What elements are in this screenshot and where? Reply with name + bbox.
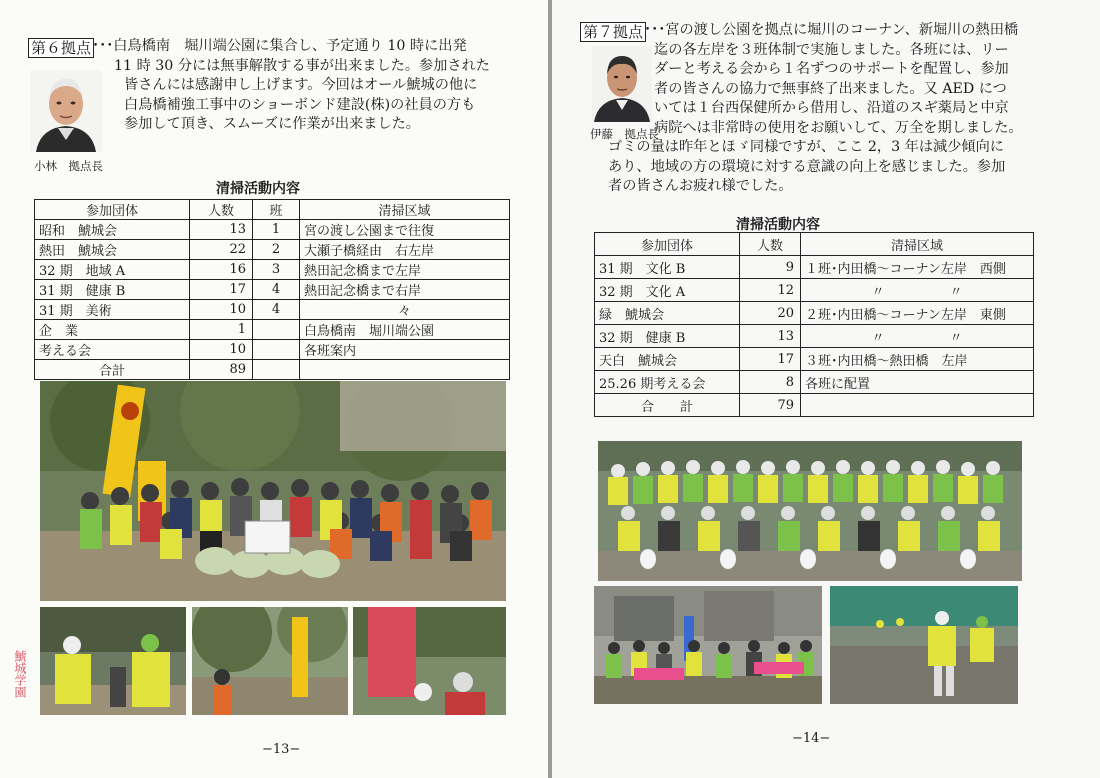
cell-team: 3 xyxy=(253,260,300,280)
photo-right-small-1 xyxy=(594,586,822,704)
col-header-group: 参加団体 xyxy=(595,233,740,256)
cell-area: 〃 〃 xyxy=(801,325,1034,348)
cell-group: 32 期 地域 A xyxy=(35,260,190,280)
left-line-1: ･･･白鳥橋南 堀川端公園に集合し、予定通り 10 時に出発 xyxy=(92,38,467,54)
cell-group: 緑 鯱城会 xyxy=(595,302,740,325)
table-total-row xyxy=(595,394,1034,417)
cell-area: ３班･内田橋～熱田橋 左岸 xyxy=(801,348,1034,371)
cell-count: 22 xyxy=(190,240,253,260)
col-header-team: 班 xyxy=(253,200,300,220)
cell-group: 32 期 文化 A xyxy=(595,279,740,302)
portrait-caption-right: 伊藤 拠点長 xyxy=(590,127,659,141)
cell-total-label: 合 計 xyxy=(595,394,740,417)
portrait-caption-left: 小林 拠点長 xyxy=(34,159,103,173)
cell-group: 昭和 鯱城会 xyxy=(35,220,190,240)
section-header-6: 第６拠点 xyxy=(28,38,94,58)
cell-count: 17 xyxy=(190,280,253,300)
section-header-7: 第７拠点 xyxy=(580,22,646,42)
right-cleanup-table xyxy=(594,232,1034,417)
cell-count: 20 xyxy=(740,302,801,325)
cell-total-label: 合計 xyxy=(35,360,190,380)
cell-team xyxy=(253,340,300,360)
cell-team: 1 xyxy=(253,220,300,240)
col-header-area: 清掃区域 xyxy=(801,233,1034,256)
cell-area: 各班に配置 xyxy=(801,371,1034,394)
cell-team: 4 xyxy=(253,300,300,320)
cell-area: 〃 〃 xyxy=(801,279,1034,302)
cell-area: 々 xyxy=(300,300,510,320)
cell-count: 17 xyxy=(740,348,801,371)
table-row xyxy=(35,240,510,260)
table-row xyxy=(595,371,1034,394)
right-line-2: 迄の各左岸を３班体制で実施しました。各班には、リー xyxy=(654,41,1009,58)
col-header-group: 参加団体 xyxy=(35,200,190,220)
right-line-8: あり、地域の方の環境に対する意識の向上を感じました。参加 xyxy=(608,158,1006,175)
cell-area: 白鳥橋南 堀川端公園 xyxy=(300,320,510,340)
table-row xyxy=(35,260,510,280)
table-row xyxy=(35,280,510,300)
left-line-3: 皆さんには感謝申し上げます。今回はオール鯱城の他に xyxy=(124,77,478,93)
left-line-4: 白鳥橋補強工事中のショーボンド建設(株)の社員の方も xyxy=(124,96,476,113)
right-line-9: 者の皆さんお疲れ様でした。 xyxy=(608,178,793,194)
left-line-2: 11 時 30 分には無事解散する事が出来ました。参加された xyxy=(114,57,490,74)
portrait-ito xyxy=(592,46,652,122)
col-header-count: 人数 xyxy=(190,200,253,220)
left-line-5: 参加して頂き、スムーズに作業が出来ました。 xyxy=(124,116,420,132)
table-row xyxy=(595,348,1034,371)
page-number-13: −13− xyxy=(262,742,301,757)
cell-count: 9 xyxy=(740,256,801,279)
cell-count: 13 xyxy=(740,325,801,348)
table-row xyxy=(35,300,510,320)
cell-group: 25.26 期考える会 xyxy=(595,371,740,394)
right-line-4: 者の皆さんの協力で無事終了出来ました。又 AED につ xyxy=(654,80,1007,97)
left-table-title: 清掃活動内容 xyxy=(216,181,300,197)
cell-group: 31 期 文化 B xyxy=(595,256,740,279)
cell-total-value: 79 xyxy=(740,394,801,417)
table-row xyxy=(35,340,510,360)
right-line-1: ･･･宮の渡し公園を拠点に堀川のコーナン、新堀川の熱田橋 xyxy=(644,22,1019,38)
cell-count: 12 xyxy=(740,279,801,302)
group-photo-left xyxy=(40,381,506,601)
cell-area: 熱田記念橋まで右岸 xyxy=(300,280,510,300)
table-header-row xyxy=(35,200,510,220)
cell-area: 大瀬子橋経由 右左岸 xyxy=(300,240,510,260)
cell-area: 熱田記念橋まで左岸 xyxy=(300,260,510,280)
cell-team: 4 xyxy=(253,280,300,300)
photo-left-small-1 xyxy=(40,607,186,715)
portrait-kobayashi xyxy=(30,70,102,152)
right-line-6: 病院へは非常時の使用をお願いして、万全を期しました。 xyxy=(654,119,1023,136)
cell-count: 10 xyxy=(190,300,253,320)
table-row xyxy=(35,320,510,340)
cell-area: １班･内田橋～コーナン左岸 西側 xyxy=(801,256,1034,279)
cell-count: 8 xyxy=(740,371,801,394)
cell-count: 10 xyxy=(190,340,253,360)
cell-group: 企 業 xyxy=(35,320,190,340)
right-line-5: いては１台西保健所から借用し、沿道のスギ薬局と中京 xyxy=(654,100,1009,116)
cell-count: 1 xyxy=(190,320,253,340)
cell-team xyxy=(253,320,300,340)
photo-right-small-2 xyxy=(830,586,1018,704)
photo-left-small-2 xyxy=(192,607,348,715)
table-row xyxy=(35,220,510,240)
right-table-title: 清掃活動内容 xyxy=(736,217,820,233)
table-row xyxy=(595,256,1034,279)
left-cleanup-table xyxy=(34,199,510,380)
cell-group: 天白 鯱城会 xyxy=(595,348,740,371)
cell-group: 31 期 美術 xyxy=(35,300,190,320)
table-total-row xyxy=(35,360,510,380)
table-header-row xyxy=(595,233,1034,256)
photo-left-small-3 xyxy=(353,607,506,715)
right-line-7: ゴミの量は昨年とほゞ同様ですが、ここ 2，3 年は減少傾向に xyxy=(608,139,1004,155)
cell-area: ２班･内田橋～コーナン左岸 東側 xyxy=(801,302,1034,325)
cell-count: 16 xyxy=(190,260,253,280)
cell-group: 熱田 鯱城会 xyxy=(35,240,190,260)
group-photo-right xyxy=(598,441,1022,581)
cell-total-value: 89 xyxy=(190,360,253,380)
left-body-text xyxy=(92,37,490,135)
banner-text-left: 鯱城学園 xyxy=(13,650,27,698)
page-number-14: −14− xyxy=(792,731,831,746)
col-header-area: 清掃区域 xyxy=(300,200,510,220)
table-row xyxy=(595,302,1034,325)
right-line-3: ダーと考える会から１名ずつのサポートを配置し、参加 xyxy=(654,61,1009,77)
cell-group: 31 期 健康 B xyxy=(35,280,190,300)
table-row xyxy=(595,279,1034,302)
cell-count: 13 xyxy=(190,220,253,240)
cell-team: 2 xyxy=(253,240,300,260)
cell-group: 32 期 健康 B xyxy=(595,325,740,348)
cell-area: 各班案内 xyxy=(300,340,510,360)
cell-area: 宮の渡し公園まで往復 xyxy=(300,220,510,240)
cell-group: 考える会 xyxy=(35,340,190,360)
table-row xyxy=(595,325,1034,348)
col-header-count: 人数 xyxy=(740,233,801,256)
